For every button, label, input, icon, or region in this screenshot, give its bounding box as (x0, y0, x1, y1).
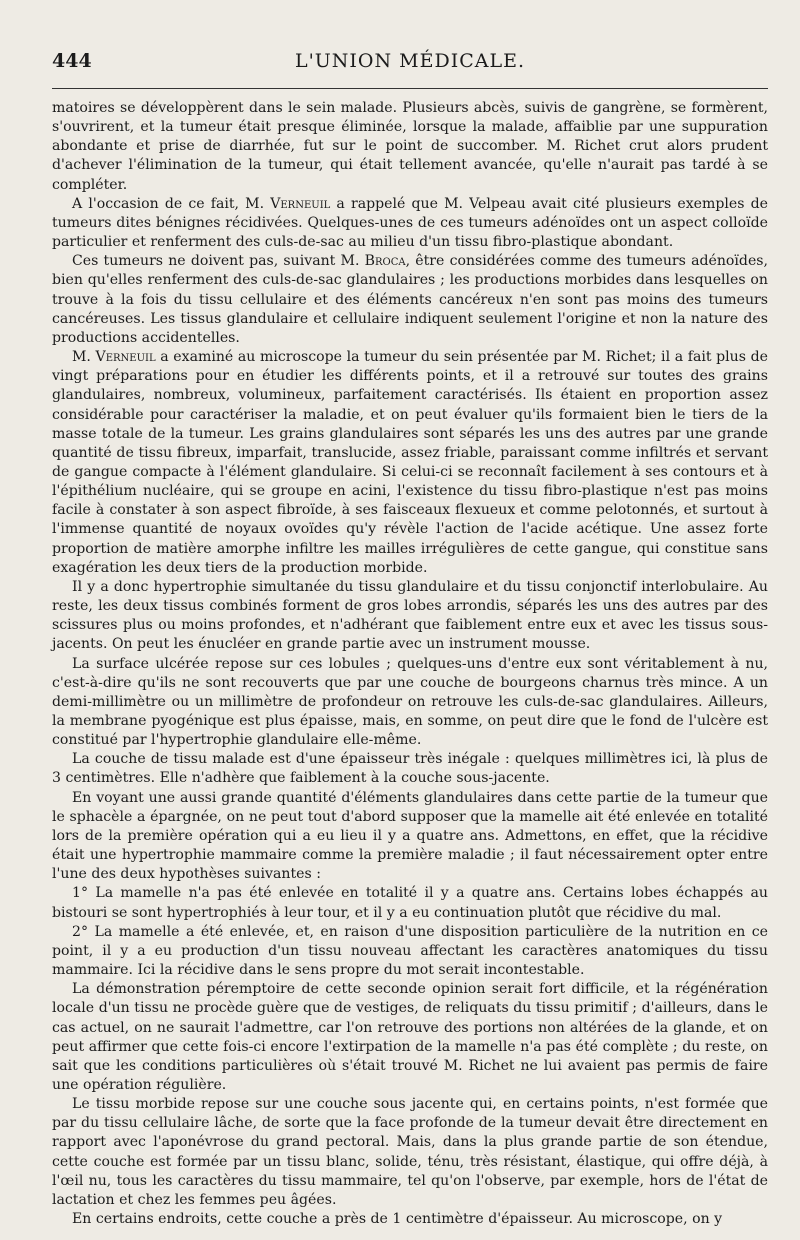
paragraph (52, 252, 768, 348)
paragraph (52, 884, 768, 922)
paragraph (52, 789, 768, 885)
text-segment: M. (72, 349, 96, 366)
paragraph (52, 578, 768, 655)
paragraph (52, 195, 768, 252)
text-segment: a rappelé que M. Velpeau avait cité plusieurs exemples de tumeurs dites bénignes récidivées. Quelques-unes de ces tumeurs adénoïdes ont un aspect colloïde particulier et renferment des culs-de-sac au milieu d'un tissu fibro-plastique abondant. (52, 195, 768, 251)
text-segment: En voyant une aussi grande quantité d'éléments glandulaires dans cette partie de la tumeur que le sphacèle a épargnée, on ne peut tout d'abord supposer que la mamelle ait été enlevée en totalité lors de la première opération qui a eu lieu il y a quatre ans. Admettons, en effet, que la récidive était une hypertrophie mammaire comme la première maladie ; il faut nécessairement opter entre l'une des deux hypothèses suivantes : (52, 789, 768, 883)
paragraph (52, 923, 768, 980)
page-header (52, 50, 768, 80)
paragraph (52, 99, 768, 195)
page-number: 444 (52, 50, 92, 72)
text-segment: 1° La mamelle n'a pas été enlevée en totalité il y a quatre ans. Certains lobes échappés au bistouri se sont hypertrophiés à leur tour, et il y a eu continuation plutôt que récidive du mal. (52, 885, 768, 921)
text-segment: La démonstration péremptoire de cette seconde opinion serait fort difficile, et la régénération locale d'un tissu ne procède guère que de vestiges, de reliquats du tissu primitif ; d'ailleurs, dans le cas actuel, on ne saurait l'admettre, car l'on retrouve des portions non altérées de la glande, et on peut affirmer que cette fois-ci encore l'extirpation de la mamelle n'a pas été complète ; du reste, on sait que les conditions particulières où s'était trouvé M. Richet ne lui avaient pas permis de faire une opération régulière. (52, 981, 768, 1093)
body-text (52, 99, 768, 1229)
paragraph (52, 1095, 768, 1210)
text-segment: Le tissu morbide repose sur une couche sous jacente qui, en certains points, n'est formée que par du tissu cellulaire lâche, de sorte que la face profonde de la tumeur devait être directement en rapport avec l'aponévrose du grand pectoral. Mais, dans la plus grande partie de son étendue, cette couche est formée par un tissu blanc, solide, ténu, très résistant, élastique, qui offre déjà, à l'œil nu, tous les caractères du tissu mammaire, tel qu'on l'observe, par exemple, hors de l'état de lactation et chez les femmes peu âgées. (52, 1096, 768, 1208)
running-title: L'UNION MÉDICALE. (294, 50, 526, 72)
header-rule (52, 88, 768, 89)
paragraph (52, 1210, 768, 1229)
paragraph (52, 750, 768, 788)
paragraph (52, 980, 768, 1095)
text-segment: matoires se développèrent dans le sein malade. Plusieurs abcès, suivis de gangrène, se formèrent, s'ouvrirent, et la tumeur était presque éliminée, lorsque la malade, affaiblie par une suppuration abondante et prise de diarrhée, fut sur le point de succomber. M. Richet crut alors prudent d'achever l'élimination de la tumeur, qui était tellement avancée, qu'elle n'aurait pas tardé à se compléter. (52, 100, 768, 193)
author-name: Verneuil (95, 349, 156, 366)
author-name: Broca (364, 253, 406, 270)
text-segment: A l'occasion de ce fait, M. (72, 195, 271, 212)
text-segment: La surface ulcérée repose sur ces lobules ; quelques-uns d'entre eux sont véritablement à nu, c'est-à-dire qu'ils ne sont recouverts que par une couche de bourgeons charnus très mince. A un demi-millimètre ou un millimètre de profondeur on retrouve les culs-de-sac glandulaires. Ailleurs, la membrane pyogénique est plus épaisse, mais, en somme, on peut dire que le fond de l'ulcère est constitué par l'hypertrophie glandulaire elle-même. (52, 655, 768, 749)
paragraph (52, 655, 768, 751)
text-segment: 2° La mamelle a été enlevée, et, en raison d'une disposition particulière de la nutrition en ce point, il y a eu production d'un tissu nouveau affectant les caractères anatomiques du tissu mammaire. Ici la récidive dans le sens propre du mot serait incontestable. (52, 923, 768, 979)
text-segment: , être considérées comme des tumeurs adénoïdes, bien qu'elles renferment des culs-de-sac glandulaires ; les productions morbides dans lesquelles on trouve à la fois du tissu cellulaire et des éléments cancéreux n'en sont pas moins des tumeurs cancéreuses. Les tissus glandulaire et cellulaire indiquent seulement l'origine et non la nature des productions accidentelles. (52, 253, 768, 346)
text-segment: La couche de tissu malade est d'une épaisseur très inégale : quelques millimètres ici, là plus de 3 centimètres. Elle n'adhère que faiblement à la couche sous-jacente. (52, 751, 768, 787)
text-segment: a examiné au microscope la tumeur du sein présentée par M. Richet; il a fait plus de vingt préparations pour en étudier les différents points, et il a retrouvé sur toutes des grains glandulaires, nombreux, volumineux, parfaitement caractérisés. Ils étaient en proportion assez considérable pour caractériser la maladie, et on peut évaluer qu'ils formaient bien le tiers de la masse totale de la tumeur. Les grains glandulaires sont séparés les uns des autres par une grande quantité de tissu fibreux, imparfait, translucide, assez friable, paraissant comme infiltrés et servant de gangue compacte à l'élément glandulaire. Si celui-ci se reconnaît facilement à ses contours et à l'épithélium nucléaire, qui se groupe en acini, l'existence du tissu fibro-plastique n'est pas moins facile à constater à son aspect fibroïde, à ses faisceaux flexueux et comme pelotonnés, et surtout à l'immense quantité de noyaux ovoïdes qu'y révèle l'action de l'acide acétique. Une assez forte proportion de matière amorphe infiltre les mailles irrégulières de cette gangue, qui constitue sans exagération les deux tiers de la production morbide. (52, 349, 768, 576)
text-segment: Ces tumeurs ne doivent pas, suivant M. (72, 253, 365, 270)
author-name: Verneuil (270, 195, 331, 212)
paragraph (52, 348, 768, 578)
text-segment: En certains endroits, cette couche a près de 1 centimètre d'épaisseur. Au microscope, on y (72, 1211, 723, 1228)
text-segment: Il y a donc hypertrophie simultanée du tissu glandulaire et du tissu conjonctif interlobulaire. Au reste, les deux tissus combinés forment de gros lobes arrondis, séparés les uns des autres par des scissures plus ou moins profondes, et n'adhérant que faiblement entre eux et avec les tissus sous-jacents. On peut les énucléer en grande partie avec un instrument mousse. (52, 578, 768, 653)
